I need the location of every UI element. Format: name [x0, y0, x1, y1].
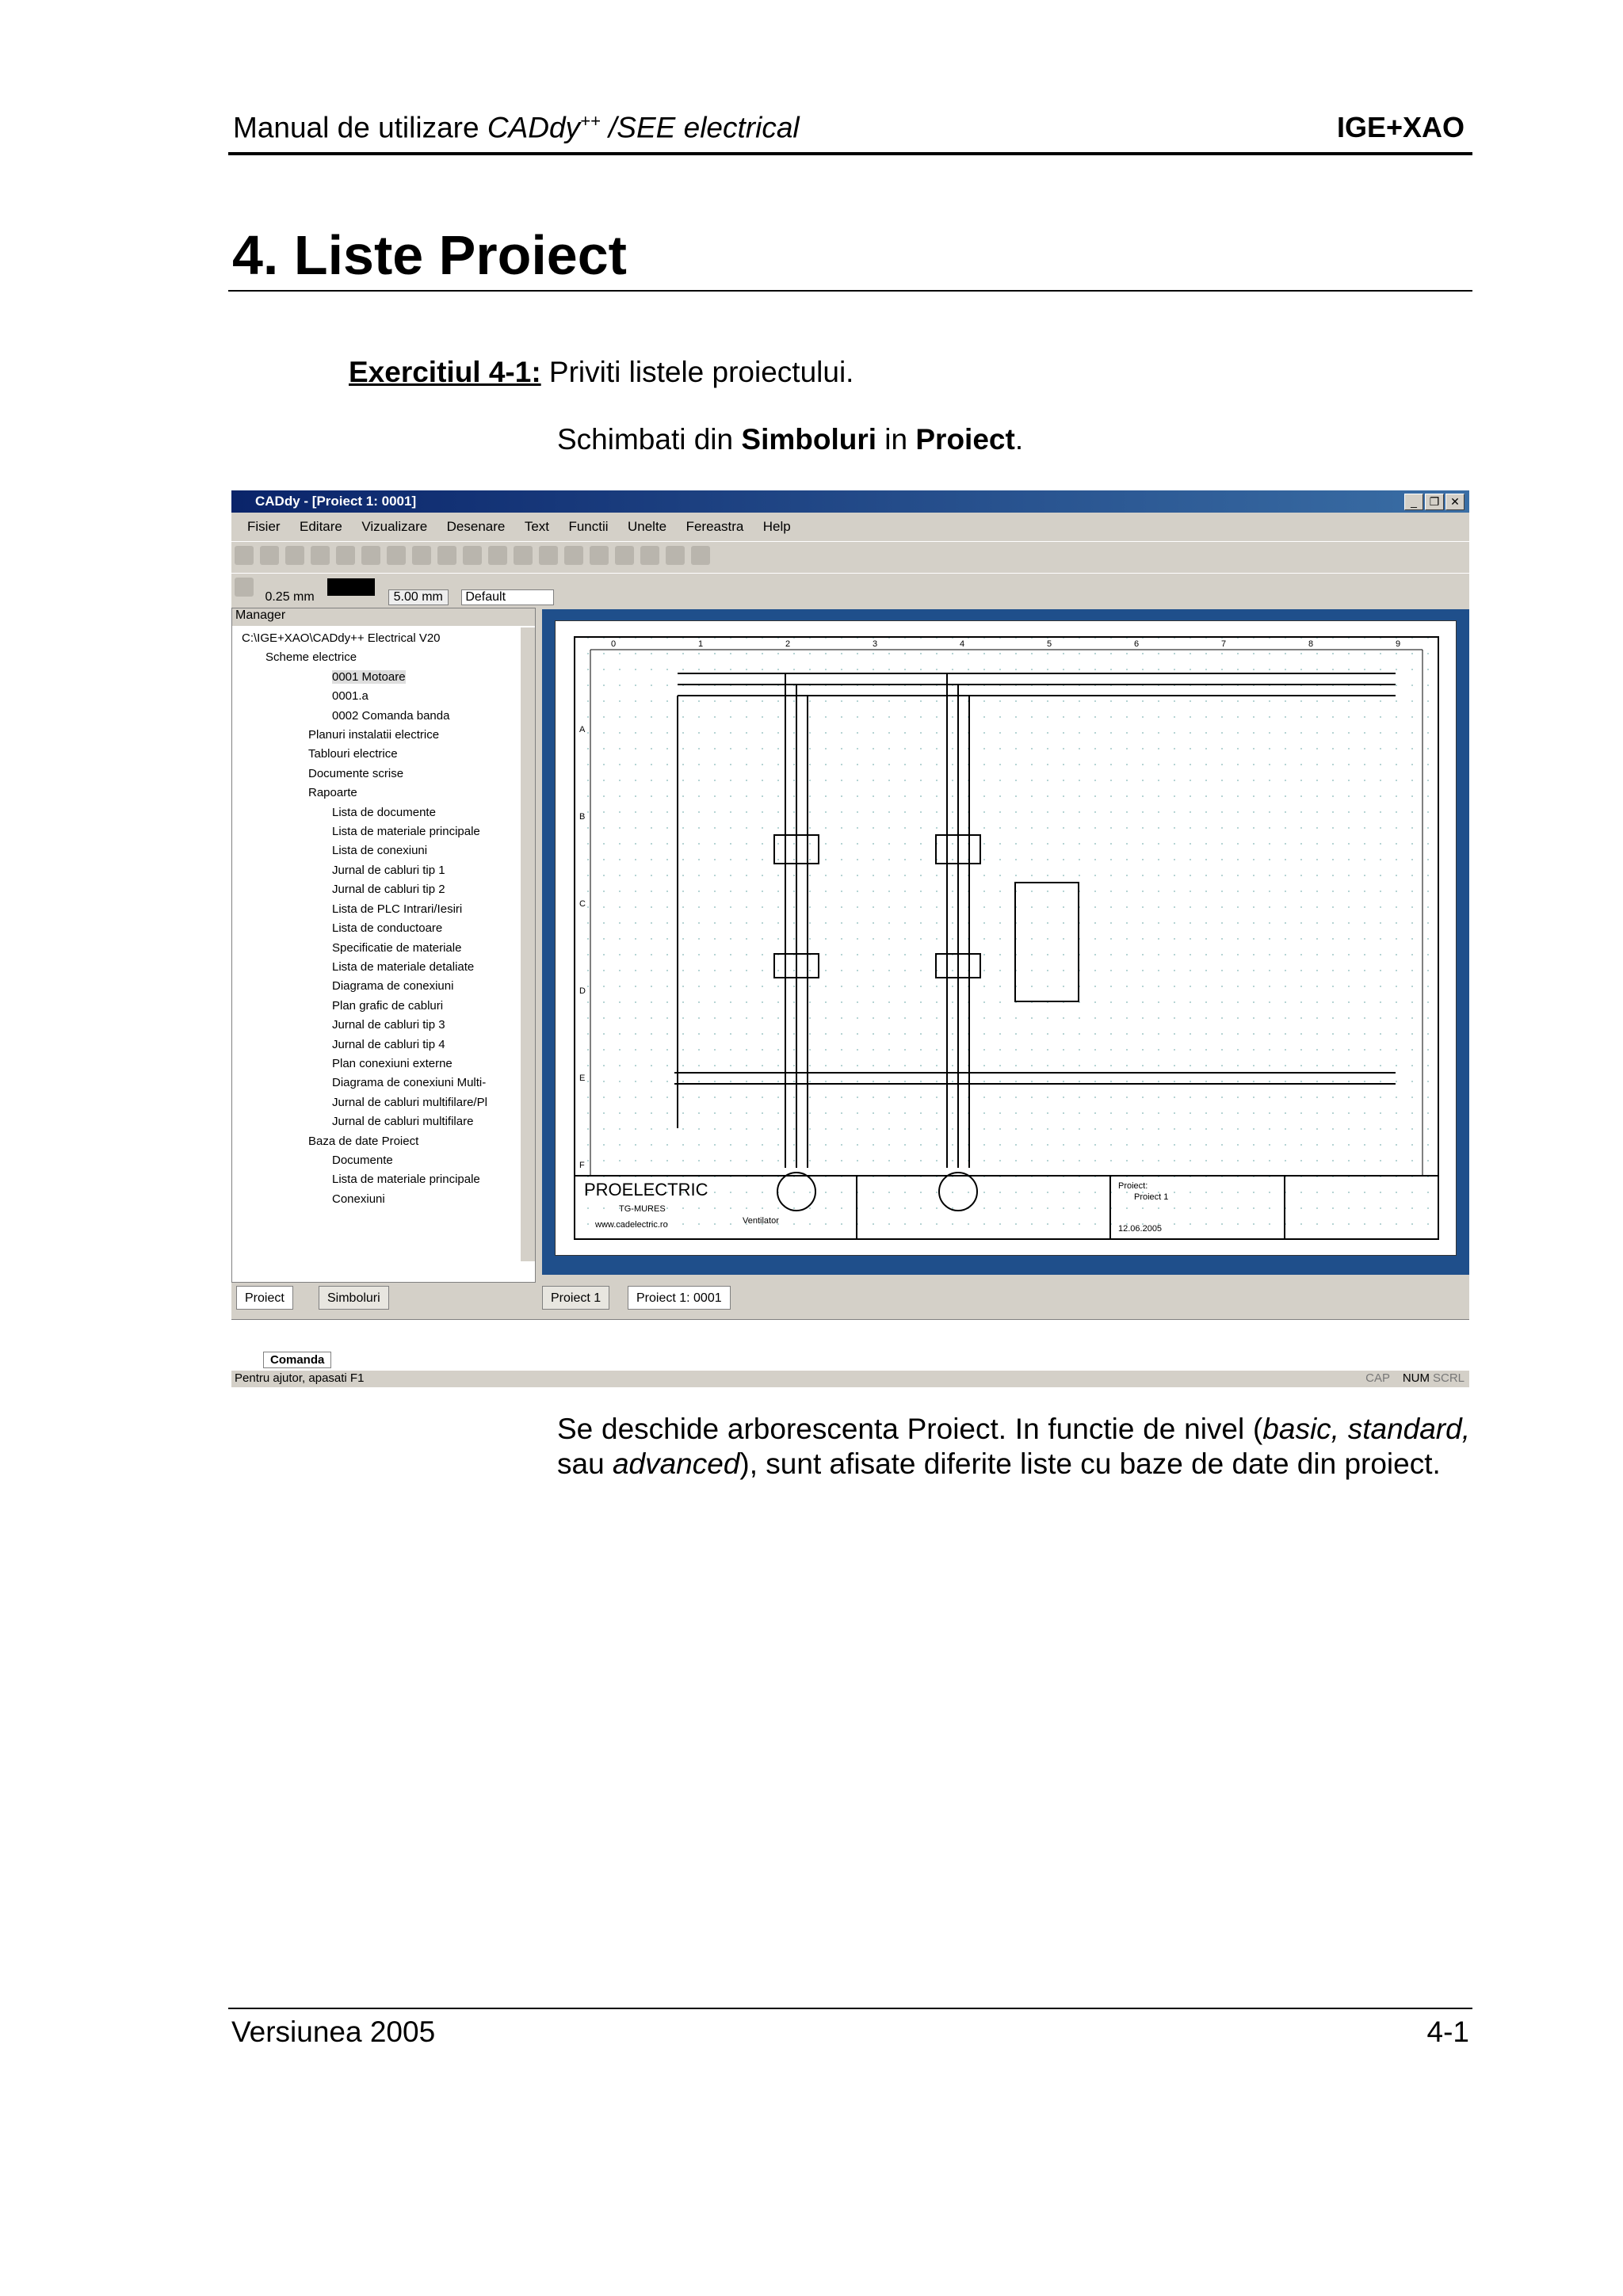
tree-item[interactable]: Baza de date Proiect [308, 1134, 419, 1148]
tree-item[interactable]: 0002 Comanda banda [332, 708, 450, 723]
open-folder-icon[interactable] [260, 546, 279, 565]
footer-version: Versiunea 2005 [231, 2016, 436, 2048]
chapter-title: 4. Liste Proiect [232, 224, 627, 286]
arrow-up-icon[interactable] [412, 546, 431, 565]
motor-label: Ventilator [743, 1216, 779, 1226]
restore-icon[interactable]: ❐ [1425, 494, 1444, 510]
header-right: IGE+XAO [1336, 111, 1465, 143]
tree-item[interactable]: Conexiuni [332, 1192, 385, 1206]
page-number: 4-1 [1426, 2016, 1469, 2048]
tree-item[interactable]: Lista de materiale principale [332, 825, 480, 839]
undo-icon[interactable] [539, 546, 558, 565]
col-number: 6 [1134, 639, 1140, 649]
line-width-select[interactable]: 0.25 mm [265, 590, 315, 604]
layer-select[interactable]: Default [461, 589, 554, 605]
tree-item[interactable]: Jurnal de cabluri multifilare/Pl [332, 1095, 487, 1109]
status-scrl: SCRL [1432, 1371, 1465, 1385]
menu-fereastra[interactable]: Fereastra [685, 519, 744, 534]
col-number: 2 [785, 639, 791, 649]
col-number: 5 [1047, 639, 1052, 649]
save-icon[interactable] [285, 546, 304, 565]
tree-item[interactable]: Lista de documente [332, 805, 436, 819]
tree-item[interactable]: Jurnal de cabluri tip 4 [332, 1037, 445, 1051]
toolbar-main [231, 541, 1469, 570]
tab-bar [231, 1283, 1469, 1314]
company-name: PROELECTRIC [584, 1180, 708, 1199]
col-number: 9 [1396, 639, 1401, 649]
copy-page-icon[interactable] [387, 546, 406, 565]
tree-item[interactable]: Specificatie de materiale [332, 940, 462, 955]
row-letter: F [579, 1161, 585, 1170]
zoom-in-icon[interactable] [463, 546, 482, 565]
tree-scrollbar[interactable] [521, 627, 535, 1261]
drawing-date: 12.06.2005 [1118, 1224, 1163, 1234]
project-label: Proiect: [1118, 1181, 1148, 1191]
command-panel [231, 1319, 1469, 1371]
header-rule [228, 152, 1472, 155]
instruction-line: Schimbati din Simboluri in Proiect. [557, 423, 1024, 456]
tree-item[interactable]: Documente scrise [308, 766, 404, 780]
menu-bar [231, 514, 1469, 538]
row-letter: B [579, 812, 586, 822]
tree-item[interactable]: Lista de conexiuni [332, 844, 428, 858]
window-titlebar: CADdy - [Proiect 1: 0001] _ ❐ ✕ [231, 490, 1469, 513]
tree-item[interactable]: Diagrama de conexiuni Multi- [332, 1076, 487, 1090]
menu-functii[interactable]: Functii [568, 519, 609, 534]
tree-item[interactable]: Lista de materiale principale [332, 1173, 480, 1187]
menu-help[interactable]: Help [762, 519, 791, 534]
footer-rule [228, 2008, 1472, 2009]
tab-comanda[interactable]: Comanda [263, 1352, 331, 1368]
tab-simboluri[interactable]: Simboluri [319, 1286, 389, 1310]
drawing-area [542, 609, 1469, 1275]
menu-desenare[interactable]: Desenare [446, 519, 506, 534]
tree-item[interactable]: Diagrama de conexiuni [332, 979, 454, 994]
help-icon[interactable] [336, 546, 355, 565]
schematic-sheet[interactable] [555, 620, 1457, 1256]
tree-item[interactable]: Tablouri electrice [308, 747, 398, 761]
redo-icon[interactable] [564, 546, 583, 565]
delete-icon[interactable] [691, 546, 710, 565]
tree-item[interactable]: Lista de PLC Intrari/Iesiri [332, 902, 463, 916]
title-rule [228, 290, 1472, 292]
col-number: 0 [611, 639, 617, 649]
color-swatch[interactable] [327, 578, 375, 596]
tree-item[interactable]: Documente [332, 1153, 393, 1167]
menu-fisier[interactable]: Fisier [247, 519, 281, 534]
pen-color-icon[interactable] [235, 578, 254, 597]
menu-editare[interactable]: Editare [300, 519, 342, 534]
line-icon[interactable] [640, 546, 659, 565]
paste-icon[interactable] [615, 546, 634, 565]
status-help-text: Pentru ajutor, apasati F1 [235, 1371, 365, 1385]
col-number: 1 [698, 639, 704, 649]
col-number: 4 [960, 639, 965, 649]
body-paragraph: Se deschide arborescenta Proiect. In functie de nivel (basic, standard, sau advanced), sunt afisate diferite liste cu baze de date din proiect. [557, 1413, 1470, 1480]
tree-item[interactable]: Planuri instalatii electrice [308, 728, 440, 742]
row-letter: D [579, 986, 586, 996]
app-screenshot [231, 490, 1469, 1387]
menu-text[interactable]: Text [524, 519, 549, 534]
company-web: www.cadelectric.ro [595, 1220, 668, 1230]
header-left: Manual de utilizare CADdy++ /SEE electrical [233, 111, 800, 144]
new-file-icon[interactable] [235, 546, 254, 565]
row-letter: C [579, 899, 586, 909]
tree-item[interactable]: Lista de materiale detaliate [332, 959, 475, 974]
tree-item[interactable]: Jurnal de cabluri multifilare [332, 1115, 474, 1129]
row-letter: A [579, 725, 586, 734]
tab-proiect[interactable]: Proiect [236, 1286, 293, 1310]
tree-item[interactable]: Jurnal de cabluri tip 1 [332, 863, 445, 877]
tree-item[interactable]: Plan grafic de cabluri [332, 998, 444, 1013]
move-icon[interactable] [666, 546, 685, 565]
select-pointer-icon[interactable] [514, 546, 533, 565]
tree-item-selected[interactable]: 0001 Motoare [332, 669, 406, 684]
exercise-line: Exercitiul 4-1: Priviti listele proiectului. [349, 356, 854, 388]
tree-item[interactable]: Lista de conductoare [332, 921, 443, 936]
company-city: TG-MURES [619, 1204, 666, 1214]
col-number: 3 [873, 639, 878, 649]
tree-root[interactable]: C:\IGE+XAO\CADdy++ Electrical V20 [242, 631, 441, 645]
close-icon[interactable]: ✕ [1445, 494, 1465, 510]
menu-unelte[interactable]: Unelte [627, 519, 667, 534]
toolbar-format [231, 573, 1469, 602]
tree-item[interactable]: Jurnal de cabluri tip 3 [332, 1018, 445, 1032]
manager-panel [231, 608, 536, 1283]
tree-item[interactable]: Jurnal de cabluri tip 2 [332, 883, 445, 897]
print-icon[interactable] [311, 546, 330, 565]
project-tree [237, 629, 514, 1209]
status-bar [231, 1370, 1469, 1387]
row-letter: E [579, 1074, 586, 1083]
manager-title: Manager [232, 608, 535, 626]
status-cap: CAP [1365, 1371, 1390, 1385]
tree-item[interactable]: Rapoarte [308, 786, 357, 800]
status-num: NUM [1402, 1371, 1430, 1385]
info-icon[interactable] [361, 546, 380, 565]
tree-item[interactable]: Scheme electrice [265, 650, 357, 665]
menu-vizualizare[interactable]: Vizualizare [361, 519, 428, 534]
grid-size-select[interactable]: 5.00 mm [388, 589, 449, 605]
page-header [230, 108, 1471, 155]
col-number: 8 [1308, 639, 1314, 649]
cut-icon[interactable] [590, 546, 609, 565]
arrow-down-icon[interactable] [437, 546, 456, 565]
minimize-icon[interactable]: _ [1404, 494, 1423, 510]
tab-doc-proiect-1-0001[interactable]: Proiect 1: 0001 [628, 1286, 731, 1310]
tree-item[interactable]: Plan conexiuni externe [332, 1056, 453, 1070]
tab-doc-proiect-1[interactable]: Proiect 1 [542, 1286, 609, 1310]
zoom-out-icon[interactable] [488, 546, 507, 565]
tree-item[interactable]: 0001.a [332, 689, 369, 704]
project-value: Proiect 1 [1134, 1192, 1169, 1202]
col-number: 7 [1221, 639, 1227, 649]
schematic-drawing [556, 621, 1456, 1255]
